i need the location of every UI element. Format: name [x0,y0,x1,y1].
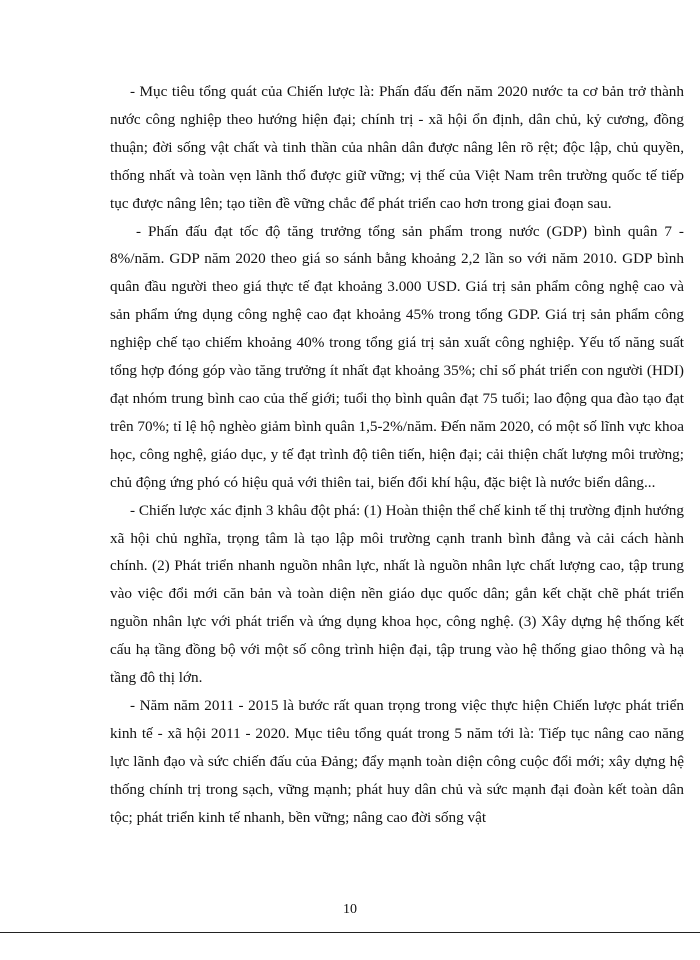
paragraph-breakthroughs: - Chiến lược xác định 3 khâu đột phá: (1) Hoàn thiện thể chế kinh tế thị trường định hướng xã hội chủ nghĩa, trọng tâm là tạo lập môi trường cạnh tranh bình đẳng và cải cách hành chính. (2) Phát triển nhanh nguồn nhân lực, nhất là nguồn nhân lực chất lượng cao, tập trung vào việc đổi mới căn bản và toàn diện nền giáo dục quốc dân; gắn kết chặt chẽ phát triển nguồn nhân lực với phát triển và ứng dụng khoa học, công nghệ. (3) Xây dựng hệ thống kết cấu hạ tầng đồng bộ với một số công trình hiện đại, tập trung vào hệ thống giao thông và hạ tầng đô thị lớn. [110,501,684,687]
paragraph-five-year-plan: - Năm năm 2011 - 2015 là bước rất quan trọng trong việc thực hiện Chiến lược phát triển kinh tế - xã hội 2011 - 2020. Mục tiêu tổng quát trong 5 năm tới là: Tiếp tục nâng cao năng lực lãnh đạo và sức chiến đấu của Đảng; đẩy mạnh toàn diện công cuộc đổi mới; xây dựng hệ thống chính trị trong sạch, vững mạnh; phát huy dân chủ và sức mạnh đại đoàn kết toàn dân tộc; phát triển kinh tế nhanh, bền vững; nâng cao đời sống vật [110,696,684,826]
page-number: 10 [343,902,357,917]
paragraph-growth-targets: - Phấn đấu đạt tốc độ tăng trưởng tổng sản phẩm trong nước (GDP) bình quân 7 - 8%/năm. GDP năm 2020 theo giá so sánh bằng khoảng 2,2 lần so với năm 2010. GDP bình quân đầu người theo giá thực tế đạt khoảng 3.000 USD. Giá trị sản phẩm công nghệ cao và sản phẩm ứng dụng công nghệ cao đạt khoảng 45% trong tổng GDP. Giá trị sản phẩm công nghiệp chế tạo chiếm khoảng 40% trong tổng giá trị sản xuất công nghiệp. Yếu tố năng suất tổng hợp đóng góp vào tăng trưởng ít nhất đạt khoảng 35%; chỉ số phát triển con người (HDI) đạt nhóm trung bình cao của thế giới; tuổi thọ bình quân đạt 75 tuổi; lao động qua đào tạo đạt trên 70%; tỉ lệ hộ nghèo giảm bình quân 1,5-2%/năm. Đến năm 2020, có một số lĩnh vực khoa học, công nghệ, giáo dục, y tế đạt trình độ tiên tiến, hiện đại; cải thiện chất lượng môi trường; chủ động ứng phó có hiệu quả với thiên tai, biến đổi khí hậu, đặc biệt là nước biển dâng... [110,222,684,491]
body-text [110,78,684,831]
footer-divider [0,932,700,933]
paragraph-general-objective: - Mục tiêu tổng quát của Chiến lược là: Phấn đấu đến năm 2020 nước ta cơ bản trở thành nước công nghiệp theo hướng hiện đại; chính trị - xã hội ổn định, dân chủ, kỷ cương, đồng thuận; đời sống vật chất và tinh thần của nhân dân được nâng lên rõ rệt; độc lập, chủ quyền, thống nhất và toàn vẹn lãnh thổ được giữ vững; vị thế của Việt Nam trên trường quốc tế tiếp tục được nâng lên; tạo tiền đề vững chắc để phát triển cao hơn trong giai đoạn sau. [110,83,684,212]
